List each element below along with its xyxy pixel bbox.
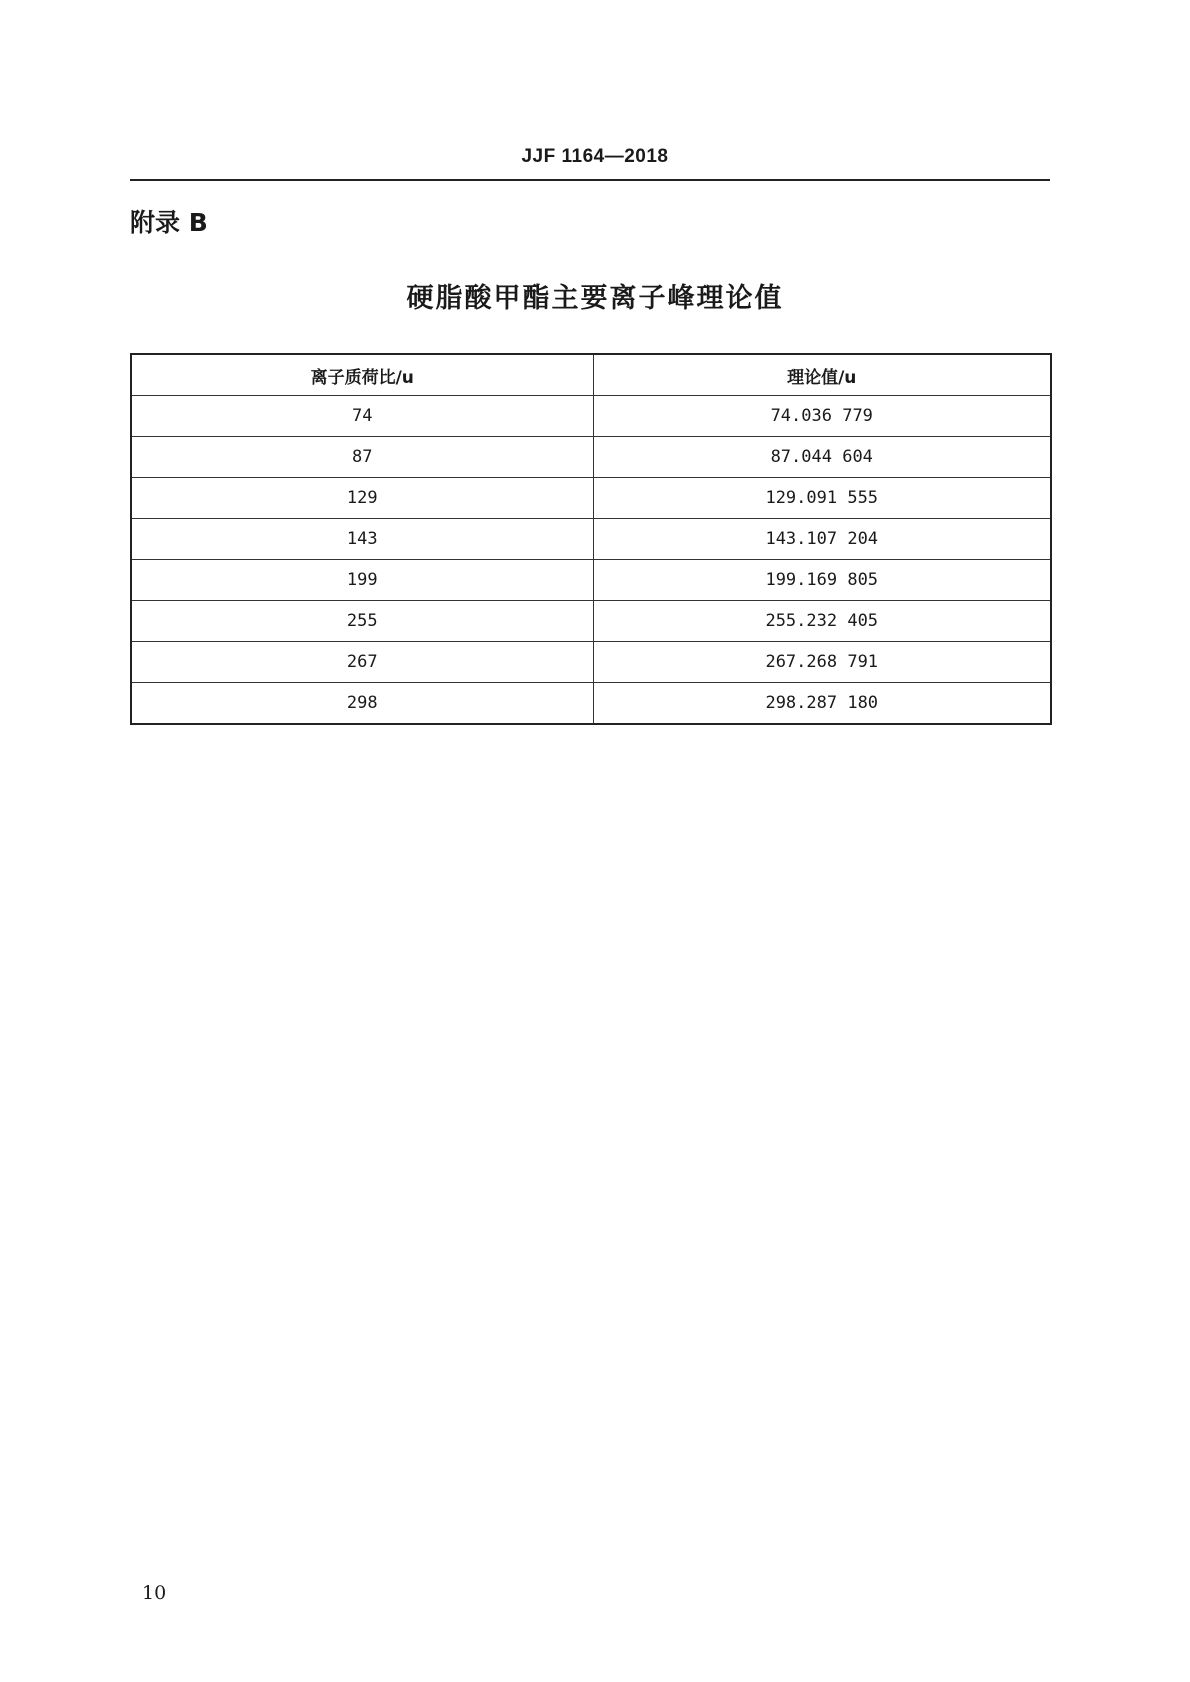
cell-theoretical: 255.232 405 bbox=[593, 601, 1051, 642]
table-row bbox=[131, 478, 1051, 519]
cell-mz: 267 bbox=[131, 642, 593, 683]
table-header-row bbox=[131, 354, 1051, 396]
cell-theoretical: 298.287 180 bbox=[593, 683, 1051, 725]
cell-theoretical: 87.044 604 bbox=[593, 437, 1051, 478]
cell-mz: 87 bbox=[131, 437, 593, 478]
cell-mz: 74 bbox=[131, 396, 593, 437]
cell-theoretical: 267.268 791 bbox=[593, 642, 1051, 683]
table-row bbox=[131, 601, 1051, 642]
cell-theoretical: 129.091 555 bbox=[593, 478, 1051, 519]
column-header-theoretical: 理论值/u bbox=[593, 354, 1051, 396]
table-row bbox=[131, 396, 1051, 437]
table-row bbox=[131, 560, 1051, 601]
cell-mz: 298 bbox=[131, 683, 593, 725]
column-header-mz: 离子质荷比/u bbox=[131, 354, 593, 396]
ion-peak-table bbox=[130, 353, 1052, 725]
table-row bbox=[131, 437, 1051, 478]
cell-theoretical: 74.036 779 bbox=[593, 396, 1051, 437]
table-row bbox=[131, 642, 1051, 683]
cell-mz: 255 bbox=[131, 601, 593, 642]
cell-mz: 199 bbox=[131, 560, 593, 601]
table-title: 硬脂酸甲酯主要离子峰理论值 bbox=[406, 283, 784, 314]
running-header: JJF 1164—2018 bbox=[521, 146, 669, 167]
cell-mz: 129 bbox=[131, 478, 593, 519]
header-rule bbox=[130, 179, 1050, 181]
table-row bbox=[131, 519, 1051, 560]
cell-theoretical: 199.169 805 bbox=[593, 560, 1051, 601]
appendix-label: 附录 B bbox=[130, 208, 208, 237]
table-row bbox=[131, 683, 1051, 725]
cell-mz: 143 bbox=[131, 519, 593, 560]
cell-theoretical: 143.107 204 bbox=[593, 519, 1051, 560]
page-number: 10 bbox=[142, 1582, 167, 1604]
